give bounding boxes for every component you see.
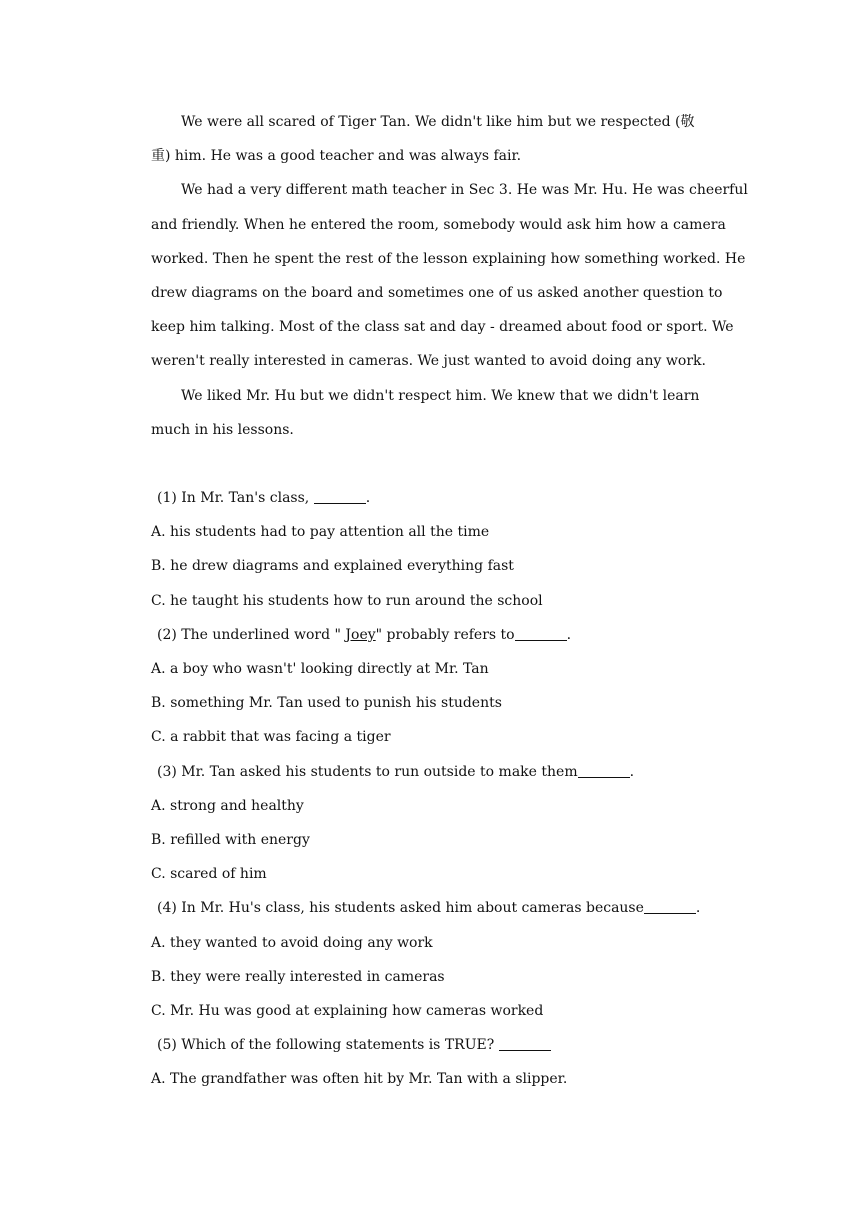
passage-line: We were all scared of Tiger Tan. We didn't like him but we respected (敬: [181, 114, 695, 130]
question-text: (4) In Mr. Hu's class, his students asked him about cameras because: [157, 900, 644, 917]
question-end: .: [566, 626, 572, 643]
question-end: .: [365, 490, 371, 507]
option-b: B. refilled with energy: [151, 831, 310, 848]
question-stem: [151, 755, 736, 789]
passage-line: much in his lessons.: [151, 421, 294, 438]
answer-blank: [499, 1036, 551, 1051]
option-b: B. they were really interested in cameras: [151, 968, 445, 985]
answer-blank: [515, 626, 567, 641]
question-stem: [151, 891, 736, 925]
passage-line: keep him talking. Most of the class sat and day - dreamed about food or sport. We: [151, 319, 734, 336]
option-a: A. a boy who wasn't' looking directly at Mr. Tan: [151, 661, 489, 677]
option-b: B. something Mr. Tan used to punish his students: [151, 695, 502, 712]
passage-line: 重) him. He was a good teacher and was always fair.: [151, 148, 522, 165]
question-end: .: [629, 763, 635, 780]
question-stem: [151, 1028, 736, 1062]
option-a: A. his students had to pay attention all the time: [151, 524, 490, 541]
question-text: (1) In Mr. Tan's class,: [157, 490, 314, 507]
answer-blank: [314, 489, 366, 504]
option-c: C. Mr. Hu was good at explaining how cameras worked: [151, 1002, 544, 1019]
answer-blank: [644, 899, 696, 914]
passage-line: We had a very different math teacher in Sec 3. He was Mr. Hu. He was cheerful: [181, 182, 748, 199]
answer-blank: [578, 763, 630, 778]
question-stem: [151, 481, 736, 515]
option-b: B. he drew diagrams and explained everything fast: [151, 558, 514, 575]
passage-line: We liked Mr. Hu but we didn't respect him. We knew that we didn't learn: [181, 387, 700, 404]
passage-line: and friendly. When he entered the room, somebody would ask him how a camera: [151, 216, 726, 233]
option-a: A. strong and healthy: [151, 797, 304, 814]
question-text: " probably refers to: [375, 626, 515, 643]
passage-line: weren't really interested in cameras. We just wanted to avoid doing any work.: [151, 353, 706, 370]
section-gap: [151, 447, 736, 481]
question-end: .: [695, 900, 701, 917]
passage-line: worked. Then he spent the rest of the lesson explaining how something worked. He: [151, 250, 746, 267]
option-a: A. The grandfather was often hit by Mr. Tan with a slipper.: [151, 1071, 568, 1088]
question-stem: [151, 618, 736, 652]
passage-line: drew diagrams on the board and sometimes one of us asked another question to: [151, 284, 723, 301]
option-c: C. a rabbit that was facing a tiger: [151, 729, 391, 746]
question-text: (2) The underlined word ": [157, 626, 346, 643]
question-text: (5) Which of the following statements is TRUE?: [157, 1037, 499, 1054]
underlined-word: Joey: [345, 626, 376, 643]
option-c: C. he taught his students how to run around the school: [151, 592, 543, 609]
document-page: [151, 105, 748, 1096]
option-a: A. they wanted to avoid doing any work: [151, 934, 433, 951]
question-text: (3) Mr. Tan asked his students to run outside to make them: [157, 763, 578, 780]
option-c: C. scared of him: [151, 866, 267, 883]
